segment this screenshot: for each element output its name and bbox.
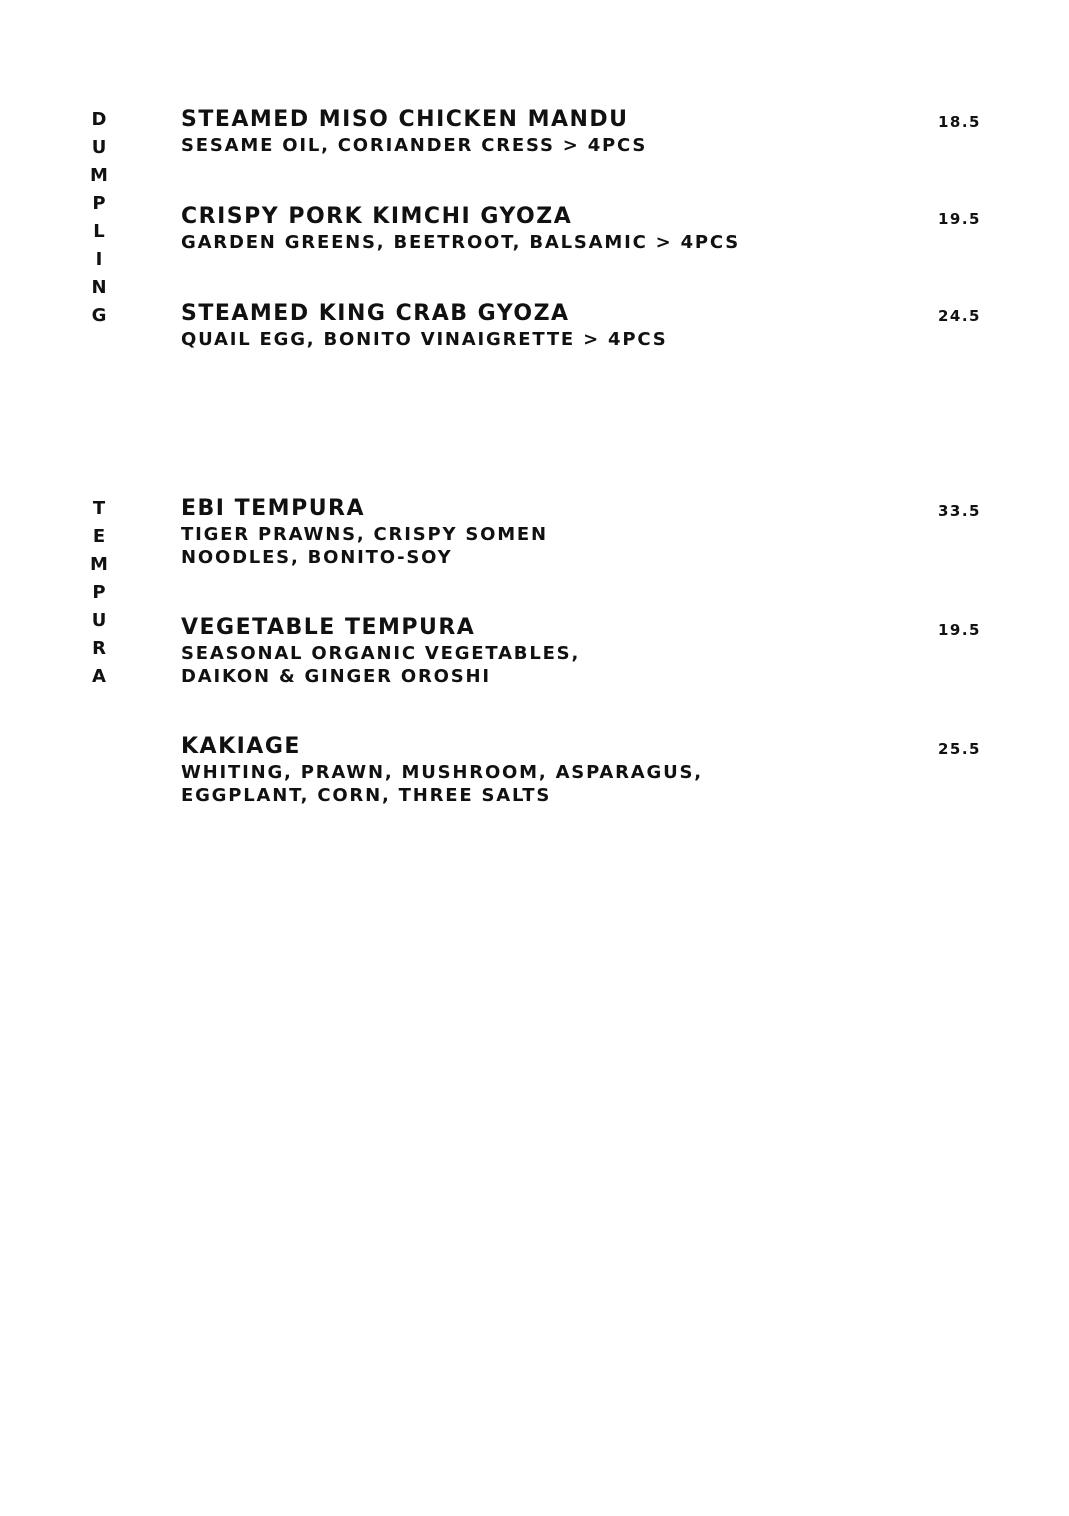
section-label-letter: E — [92, 526, 106, 547]
menu-item — [181, 614, 981, 733]
section-label-letter: G — [91, 305, 107, 326]
menu-item-price: 19.5 — [937, 210, 981, 228]
section-label-letter: L — [93, 221, 105, 242]
menu-item-description: WHITING, PRAWN, MUSHROOM, ASPARAGUS, — [181, 762, 703, 783]
menu-item-description: NOODLES, BONITO-SOY — [181, 547, 453, 568]
menu-item-price: 25.5 — [937, 740, 981, 758]
section-label-dumpling — [90, 106, 108, 330]
section-label-letter: I — [95, 249, 103, 270]
section-label-letter: A — [92, 666, 106, 687]
section-label-letter: R — [92, 638, 106, 659]
menu-item-description: SEASONAL ORGANIC VEGETABLES, — [181, 643, 581, 664]
menu-item — [181, 106, 981, 203]
menu-item-price: 33.5 — [937, 502, 981, 520]
menu-item-name: CRISPY PORK KIMCHI GYOZA — [181, 204, 573, 229]
menu-item — [181, 300, 981, 397]
menu-item-description: DAIKON & GINGER OROSHI — [181, 666, 491, 687]
section-label-letter: U — [91, 610, 107, 631]
section-label-letter: N — [91, 277, 107, 298]
menu-item — [181, 733, 981, 852]
menu-item-description: EGGPLANT, CORN, THREE SALTS — [181, 785, 552, 806]
section-label-tempura — [90, 495, 108, 691]
menu-item-name: KAKIAGE — [181, 734, 301, 759]
section-label-letter: M — [90, 554, 108, 575]
section-label-letter: T — [92, 498, 106, 519]
menu-item-description: GARDEN GREENS, BEETROOT, BALSAMIC > 4PCS — [181, 232, 741, 253]
menu-item-price: 24.5 — [937, 307, 981, 325]
menu-item-name: STEAMED KING CRAB GYOZA — [181, 301, 570, 326]
section-label-letter: U — [91, 137, 107, 158]
menu-item — [181, 203, 981, 300]
menu-item-description: SESAME OIL, CORIANDER CRESS > 4PCS — [181, 135, 648, 156]
menu-item — [181, 495, 981, 614]
menu-item-description: TIGER PRAWNS, CRISPY SOMEN — [181, 524, 548, 545]
menu-item-price: 18.5 — [937, 113, 981, 131]
menu-item-name: VEGETABLE TEMPURA — [181, 615, 476, 640]
menu-item-list — [181, 106, 981, 397]
menu-item-name: EBI TEMPURA — [181, 496, 366, 521]
menu-item-list — [181, 495, 981, 852]
section-label-letter: P — [92, 193, 106, 214]
menu-item-description: QUAIL EGG, BONITO VINAIGRETTE > 4PCS — [181, 329, 668, 350]
section-label-letter: P — [92, 582, 106, 603]
menu-item-price: 19.5 — [937, 621, 981, 639]
menu-item-name: STEAMED MISO CHICKEN MANDU — [181, 107, 629, 132]
section-label-letter: D — [91, 109, 107, 130]
section-label-letter: M — [90, 165, 108, 186]
